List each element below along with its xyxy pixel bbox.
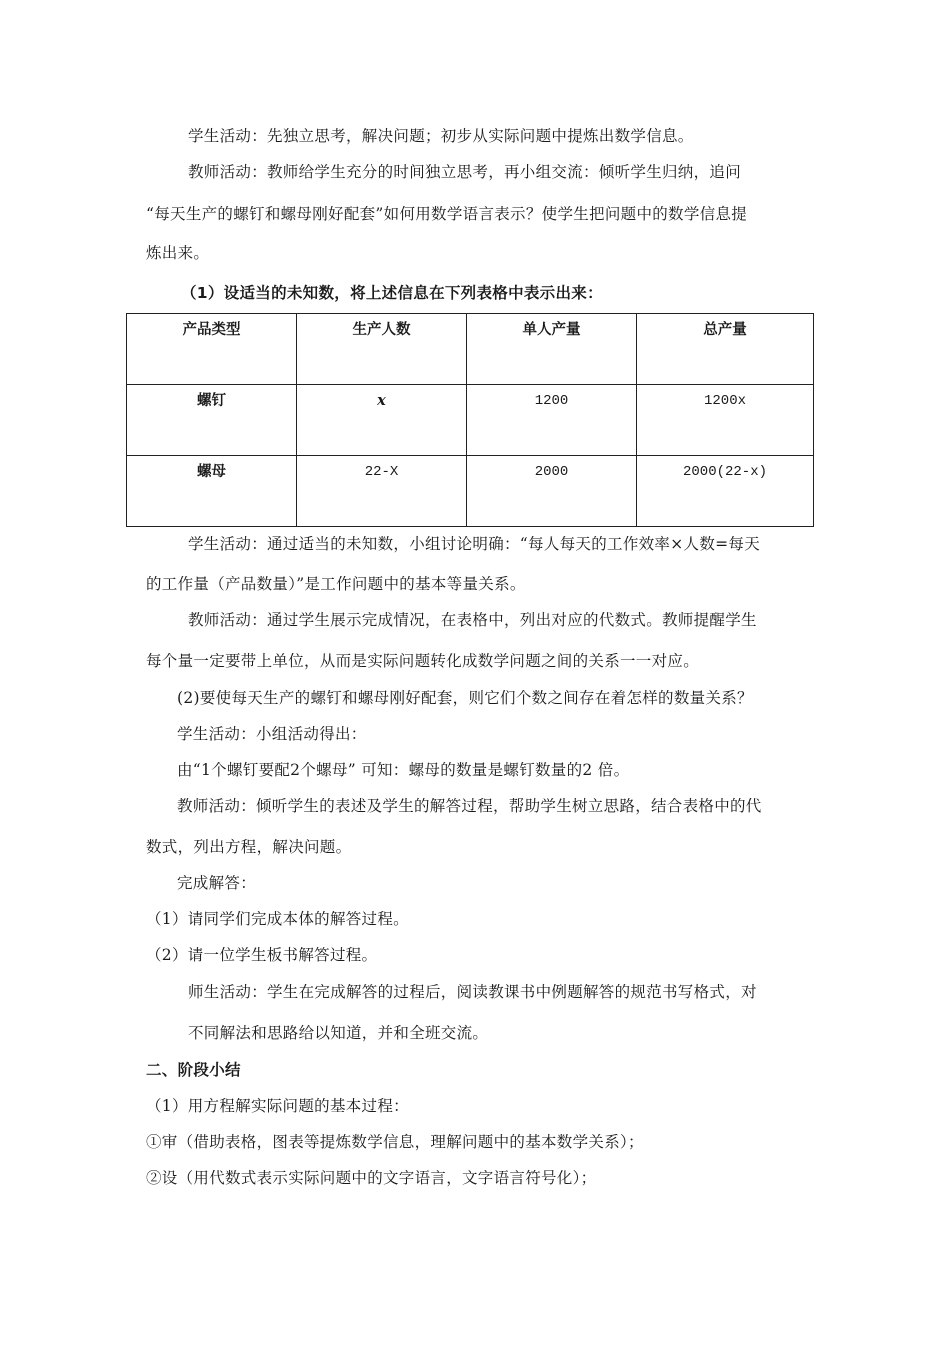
table-header-row bbox=[127, 314, 814, 385]
teacher-activity-2-line1: 教师活动：通过学生展示完成情况，在表格中，列出对应的代数式。教师提醒学生 bbox=[188, 611, 757, 629]
answer-step-1: （1）请同学们完成本体的解答过程。 bbox=[146, 910, 409, 928]
teacher-activity-1-line2: “每天生产的螺钉和螺母刚好配套”如何用数学语言表示？使学生把问题中的数学信息提 bbox=[146, 205, 748, 223]
student-activity-3: 学生活动：小组活动得出： bbox=[177, 725, 367, 743]
cell-nut-total: 2000(22-x) bbox=[637, 456, 814, 527]
teacher-student-activity-line1: 师生活动：学生在完成解答的过程后，阅读教课书中例题解答的规范书写格式，对 bbox=[188, 983, 757, 1001]
cell-nut-unit: 2000 bbox=[467, 456, 637, 527]
cell-screw-unit: 1200 bbox=[467, 385, 637, 456]
derivation-text: 由“1个螺钉要配2个螺母” 可知：螺母的数量是螺钉数量的2 倍。 bbox=[177, 761, 630, 779]
teacher-activity-3-line1: 教师活动：倾听学生的表述及学生的解答过程，帮助学生树立思路，结合表格中的代 bbox=[177, 797, 762, 815]
summary-step-review: ①审（借助表格，图表等提炼数学信息，理解问题中的基本数学关系）； bbox=[146, 1133, 644, 1151]
header-product-type: 产品类型 bbox=[127, 314, 297, 385]
product-table bbox=[126, 313, 814, 527]
section-2-heading: 二、阶段小结 bbox=[146, 1061, 241, 1079]
cell-nut-workers: 22-X bbox=[297, 456, 467, 527]
complete-answer-label: 完成解答： bbox=[177, 874, 257, 892]
teacher-activity-3-line2: 数式，列出方程，解决问题。 bbox=[146, 838, 352, 856]
table-row bbox=[127, 456, 814, 527]
header-worker-count: 生产人数 bbox=[297, 314, 467, 385]
teacher-activity-1-line3: 炼出来。 bbox=[146, 244, 210, 262]
cell-screw-workers: x bbox=[297, 385, 467, 456]
table-row bbox=[127, 385, 814, 456]
student-activity-1: 学生活动：先独立思考，解决问题；初步从实际问题中提炼出数学信息。 bbox=[188, 127, 694, 145]
header-unit-output: 单人产量 bbox=[467, 314, 637, 385]
teacher-activity-1-line1: 教师活动：教师给学生充分的时间独立思考，再小组交流：倾听学生归纳，追问 bbox=[188, 163, 742, 181]
cell-screw-total: 1200x bbox=[637, 385, 814, 456]
student-activity-2-line2: 的工作量（产品数量）”是工作问题中的基本等量关系。 bbox=[146, 575, 526, 593]
teacher-activity-2-line2: 每个量一定要带上单位，从而是实际问题转化成数学问题之间的关系一一对应。 bbox=[146, 652, 700, 670]
answer-step-2: （2）请一位学生板书解答过程。 bbox=[146, 946, 378, 964]
cell-nut-type: 螺母 bbox=[127, 456, 297, 527]
summary-intro: （1）用方程解实际问题的基本过程： bbox=[146, 1097, 409, 1115]
student-activity-2-line1: 学生活动：通过适当的未知数，小组讨论明确：“每人每天的工作效率×人数=每天 bbox=[188, 535, 761, 553]
header-total-output: 总产量 bbox=[637, 314, 814, 385]
question-1-title: （1）设适当的未知数，将上述信息在下列表格中表示出来： bbox=[181, 284, 603, 302]
teacher-student-activity-line2: 不同解法和思路给以知道，并和全班交流。 bbox=[188, 1024, 489, 1042]
question-2: (2)要使每天生产的螺钉和螺母刚好配套，则它们个数之间存在着怎样的数量关系？ bbox=[177, 689, 753, 707]
cell-screw-type: 螺钉 bbox=[127, 385, 297, 456]
summary-step-set: ②设（用代数式表示实际问题中的文字语言，文字语言符号化）； bbox=[146, 1169, 597, 1187]
